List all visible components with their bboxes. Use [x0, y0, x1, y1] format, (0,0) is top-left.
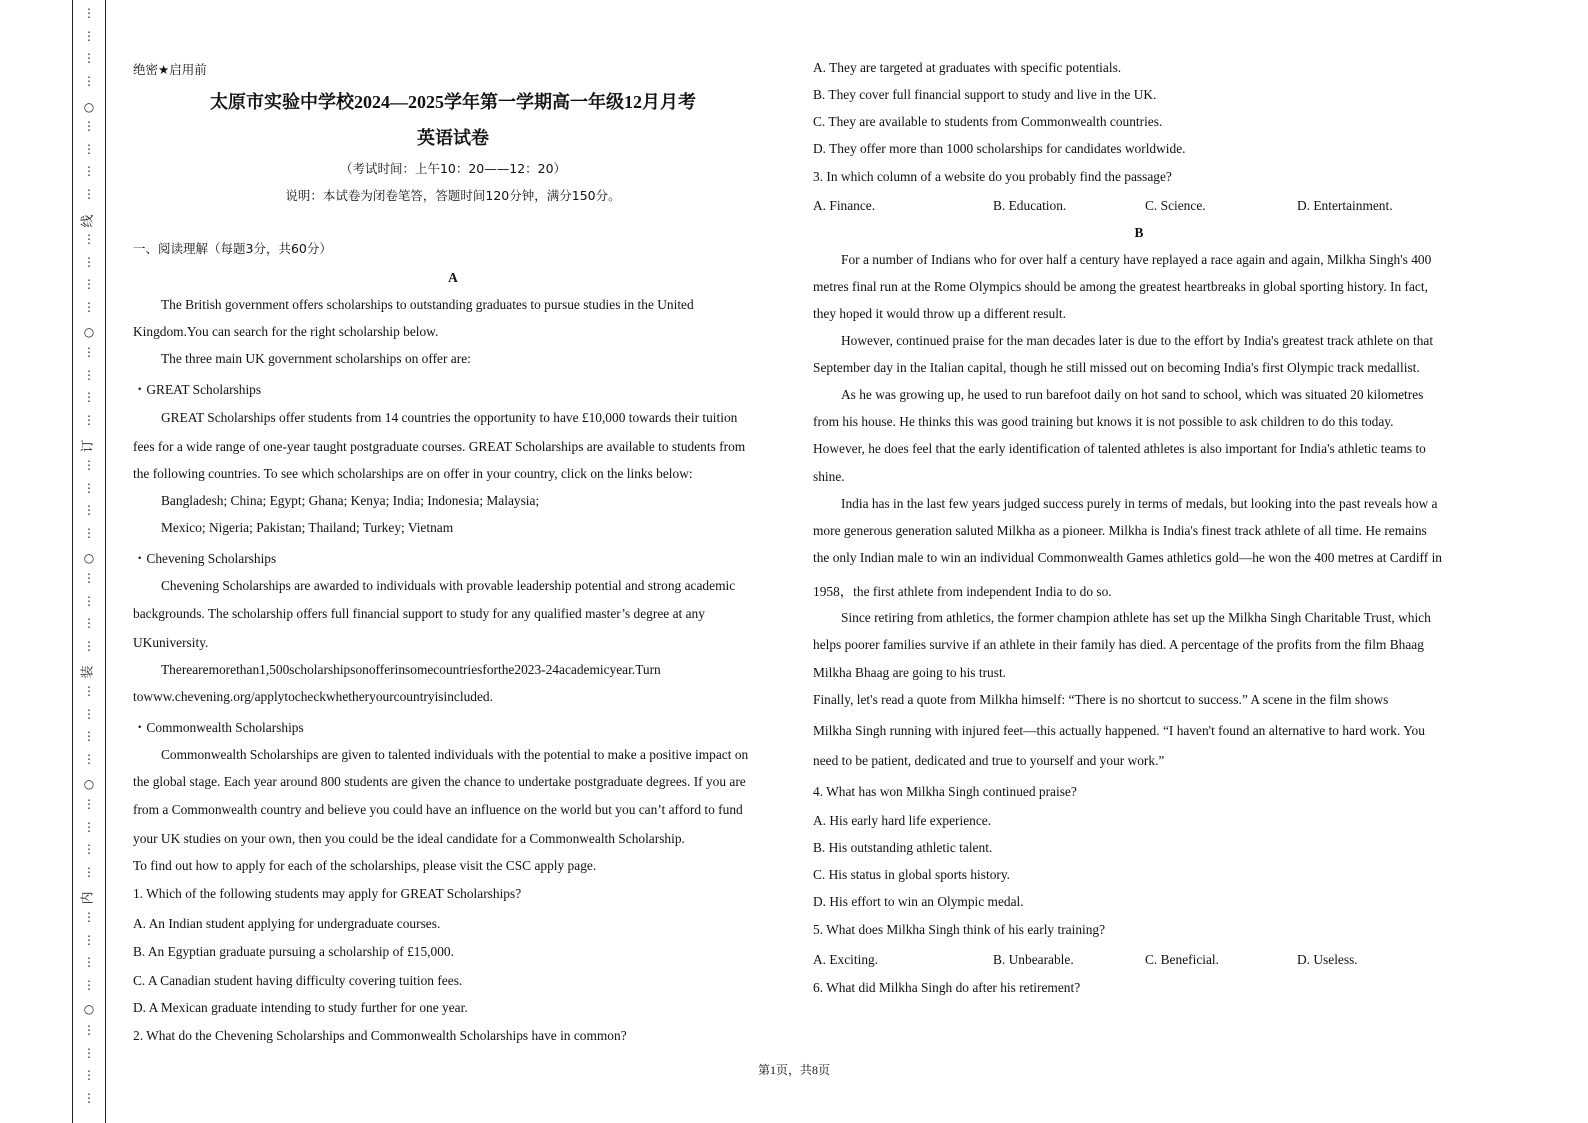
passage-line: Milkha Bhaag are going to his trust. [813, 665, 1007, 680]
option-item: C. Science. [1145, 198, 1206, 213]
passage-line: The British government offers scholarships to outstanding graduates to pursue studies in the United [161, 297, 694, 312]
passage-line: they hoped it would throw up a different result. [813, 306, 1067, 321]
passage-line: For a number of Indians who for over half a century have replayed a race again and again, Milkha Singh's 400 [841, 252, 1432, 267]
question-6: 6. What did Milkha Singh do after his retirement? [813, 980, 1081, 995]
binding-dots: ⋮ [83, 571, 95, 585]
secret-label: 绝密★启用前 [133, 62, 207, 77]
question-line: D. A Mexican graduate intending to study further for one year. [133, 1000, 468, 1015]
binding-dots: ⋮ [83, 842, 95, 856]
passage-line: Chevening Scholarships are awarded to individuals with provable leadership potential and strong academic [161, 578, 736, 593]
page-footer: 第1页，共8页 [757, 1063, 830, 1077]
binding-word: 装 [80, 665, 96, 679]
passage-line: more generous generation saluted Milkha as a pioneer. Milkha is India's finest track athlete of all time. He remains [813, 523, 1427, 538]
passage-line: from a Commonwealth country and believe you could have an influence on the world but you can’t afford to fund [133, 802, 743, 817]
binding-dots: ⋮ [83, 255, 95, 269]
exam-title: 太原市实验中学校2024—2025学年第一学期高一年级12月月考 [210, 92, 696, 112]
binding-dots: ⋮ [83, 29, 95, 43]
passage-line: September day in the Italian capital, though he still missed out on becoming India's first Olympic track medallist. [813, 360, 1420, 375]
binding-circle: ○ [83, 1002, 95, 1016]
passage-line: Mexico; Nigeria; Pakistan; Thailand; Turkey; Vietnam [161, 520, 454, 535]
passage-line: from his house. He thinks this was good training but knows it is not possible to ask children to do this today. [813, 414, 1394, 429]
passage-line: backgrounds. The scholarship offers full financial support to study for any qualified master’s degree at any [133, 606, 705, 621]
binding-dots: ⋮ [83, 481, 95, 495]
scholarship-heading: ・GREAT Scholarships [133, 382, 262, 397]
option-item: A. Finance. [813, 198, 876, 213]
binding-dots: ⋮ [83, 729, 95, 743]
binding-dots: ⋮ [83, 119, 95, 133]
binding-dots: ⋮ [83, 232, 95, 246]
passage-line: UKuniversity. [133, 635, 209, 650]
binding-dots: ⋮ [83, 458, 95, 472]
option-item: C. Beneficial. [1145, 952, 1219, 967]
binding-dots: ⋮ [83, 526, 95, 540]
option-item: D. Entertainment. [1297, 198, 1393, 213]
passage-line: However, he does feel that the early identification of talented athletes is also important for India's athletic teams to [813, 441, 1426, 456]
passage-line: helps poorer families survive if an athlete in their family has died. A percentage of the profits from the film Bhaag [813, 637, 1424, 652]
passage-line: As he was growing up, he used to run barefoot daily on hot sand to school, which was situated 20 kilometres [841, 387, 1424, 402]
question-line: B. His outstanding athletic talent. [813, 840, 993, 855]
binding-dots: ⋮ [83, 345, 95, 359]
question-line: 1. Which of the following students may apply for GREAT Scholarships? [133, 886, 522, 901]
passage-line: need to be patient, dedicated and true to yourself and your work.” [813, 753, 1165, 768]
passage-line: Milkha Singh running with injured feet—this actually happened. “I haven't found an alternative to hard work. You [813, 723, 1425, 738]
question-line: A. His early hard life experience. [813, 813, 992, 828]
question-line: C. A Canadian student having difficulty covering tuition fees. [133, 973, 463, 988]
passage-line: Commonwealth Scholarships are given to talented individuals with the potential to make a positive impact on [161, 747, 749, 762]
binding-dots: ⋮ [83, 865, 95, 879]
binding-dots: ⋮ [83, 594, 95, 608]
binding-dots: ⋮ [83, 142, 95, 156]
binding-dots: ⋮ [83, 368, 95, 382]
passage-line: Since retiring from athletics, the former champion athlete has set up the Milkha Singh Charitable Trust, which [841, 610, 1431, 625]
option-line: D. They offer more than 1000 scholarships for candidates worldwide. [813, 141, 1186, 156]
passage-line: 1958，the first athlete from independent India to do so. [813, 584, 1112, 599]
question-line: 2. What do the Chevening Scholarships and Commonwealth Scholarships have in common? [133, 1028, 627, 1043]
question-line: D. His effort to win an Olympic medal. [813, 894, 1024, 909]
binding-circle: ○ [83, 551, 95, 565]
binding-dots: ⋮ [83, 910, 95, 924]
passage-b-label: B [1134, 225, 1144, 240]
passage-line: the only Indian male to win an individual Commonwealth Games athletics gold—he won the 400 metres at Cardiff in [813, 550, 1442, 565]
binding-dots: ⋮ [83, 616, 95, 630]
binding-word-wrap [73, 438, 105, 453]
option-line: C. They are available to students from Commonwealth countries. [813, 114, 1163, 129]
question-line: C. His status in global sports history. [813, 867, 1011, 882]
binding-word: 线 [80, 214, 96, 228]
passage-line: fees for a wide range of one-year taught postgraduate courses. GREAT Scholarships are available to students from [133, 439, 746, 454]
question-line: A. An Indian student applying for undergraduate courses. [133, 916, 441, 931]
binding-dots: ⋮ [83, 955, 95, 969]
option-item: D. Useless. [1297, 952, 1358, 967]
passage-line: Finally, let's read a quote from Milkha himself: “There is no shortcut to success.” A scene in the film shows [813, 692, 1389, 707]
binding-dots: ⋮ [83, 1068, 95, 1082]
passage-line: The three main UK government scholarships on offer are: [161, 351, 471, 366]
binding-dots: ⋮ [83, 684, 95, 698]
binding-circle: ○ [83, 100, 95, 114]
passage-line: metres final run at the Rome Olympics should be among the greatest heartbreaks in global sporting history. In fact, [813, 279, 1428, 294]
scholarship-heading: ・Commonwealth Scholarships [133, 720, 304, 735]
option-item: B. Education. [993, 198, 1067, 213]
binding-dots: ⋮ [83, 978, 95, 992]
binding-dots: ⋮ [83, 752, 95, 766]
passage-line: your UK studies on your own, then you could be the ideal candidate for a Commonwealth Scholarship. [133, 831, 685, 846]
binding-word: 内 [80, 891, 96, 905]
passage-line: Bangladesh; China; Egypt; Ghana; Kenya; India; Indonesia; Malaysia; [161, 493, 540, 508]
section-heading: 一、阅读理解（每题3分，共60分） [133, 241, 332, 256]
passage-line: towww.chevening.org/applytocheckwhetheryourcountryisincluded. [133, 689, 493, 704]
passage-line: the global stage. Each year around 800 students are given the chance to undertake postgraduate degrees. If you are [133, 774, 746, 789]
binding-circle: ○ [83, 325, 95, 339]
binding-dots: ⋮ [83, 639, 95, 653]
binding-word-wrap [73, 664, 105, 679]
binding-dots: ⋮ [83, 503, 95, 517]
binding-dots: ⋮ [83, 933, 95, 947]
binding-word: 订 [80, 439, 96, 453]
question-line: 3. In which column of a website do you probably find the passage? [813, 169, 1172, 184]
question-line: 5. What does Milkha Singh think of his early training? [813, 922, 1106, 937]
binding-dots: ⋮ [83, 300, 95, 314]
exam-time: （考试时间：上午10：20——12：20） [339, 161, 567, 176]
binding-word-wrap [73, 213, 105, 228]
binding-word-wrap [73, 890, 105, 905]
binding-dots: ⋮ [83, 797, 95, 811]
passage-line: Kingdom.You can search for the right scholarship below. [133, 324, 439, 339]
exam-note: 说明：本试卷为闭卷笔答，答题时间120分钟，满分150分。 [285, 188, 621, 203]
scholarship-heading: ・Chevening Scholarships [133, 551, 277, 566]
binding-dots: ⋮ [83, 51, 95, 65]
binding-circle: ○ [83, 777, 95, 791]
binding-dots: ⋮ [83, 277, 95, 291]
passage-line: the following countries. To see which scholarships are on offer in your country, click on the links below: [133, 466, 693, 481]
passage-line: Therearemorethan1,500scholarshipsonofferinsomecountriesforthe2023-24academicyear.Turn [161, 662, 661, 677]
binding-dots: ⋮ [83, 820, 95, 834]
binding-dots: ⋮ [83, 187, 95, 201]
question-line: 4. What has won Milkha Singh continued praise? [813, 784, 1077, 799]
question-line: B. An Egyptian graduate pursuing a scholarship of £15,000. [133, 944, 454, 959]
option-item: A. Exciting. [813, 952, 879, 967]
binding-dots: ⋮ [83, 1091, 95, 1105]
passage-a-label: A [448, 270, 458, 285]
binding-dots: ⋮ [83, 6, 95, 20]
binding-dots: ⋮ [83, 74, 95, 88]
passage-line: GREAT Scholarships offer students from 14 countries the opportunity to have £10,000 towards their tuition [161, 410, 738, 425]
passage-line: shine. [813, 469, 845, 484]
exam-subtitle: 英语试卷 [417, 128, 489, 148]
binding-dots: ⋮ [83, 164, 95, 178]
option-line: A. They are targeted at graduates with specific potentials. [813, 60, 1122, 75]
passage-line: However, continued praise for the man decades later is due to the effort by India's greatest track athlete on that [841, 333, 1434, 348]
option-item: B. Unbearable. [993, 952, 1074, 967]
binding-dots: ⋮ [83, 1046, 95, 1060]
passage-line: India has in the last few years judged success purely in terms of medals, but looking into the past reveals how a [841, 496, 1438, 511]
passage-line: To find out how to apply for each of the scholarships, please visit the CSC apply page. [133, 858, 597, 873]
binding-margin-strip [72, 0, 106, 1123]
binding-dots: ⋮ [83, 1023, 95, 1037]
binding-dots: ⋮ [83, 707, 95, 721]
binding-dots: ⋮ [83, 413, 95, 427]
binding-dots: ⋮ [83, 390, 95, 404]
option-line: B. They cover full financial support to study and live in the UK. [813, 87, 1157, 102]
